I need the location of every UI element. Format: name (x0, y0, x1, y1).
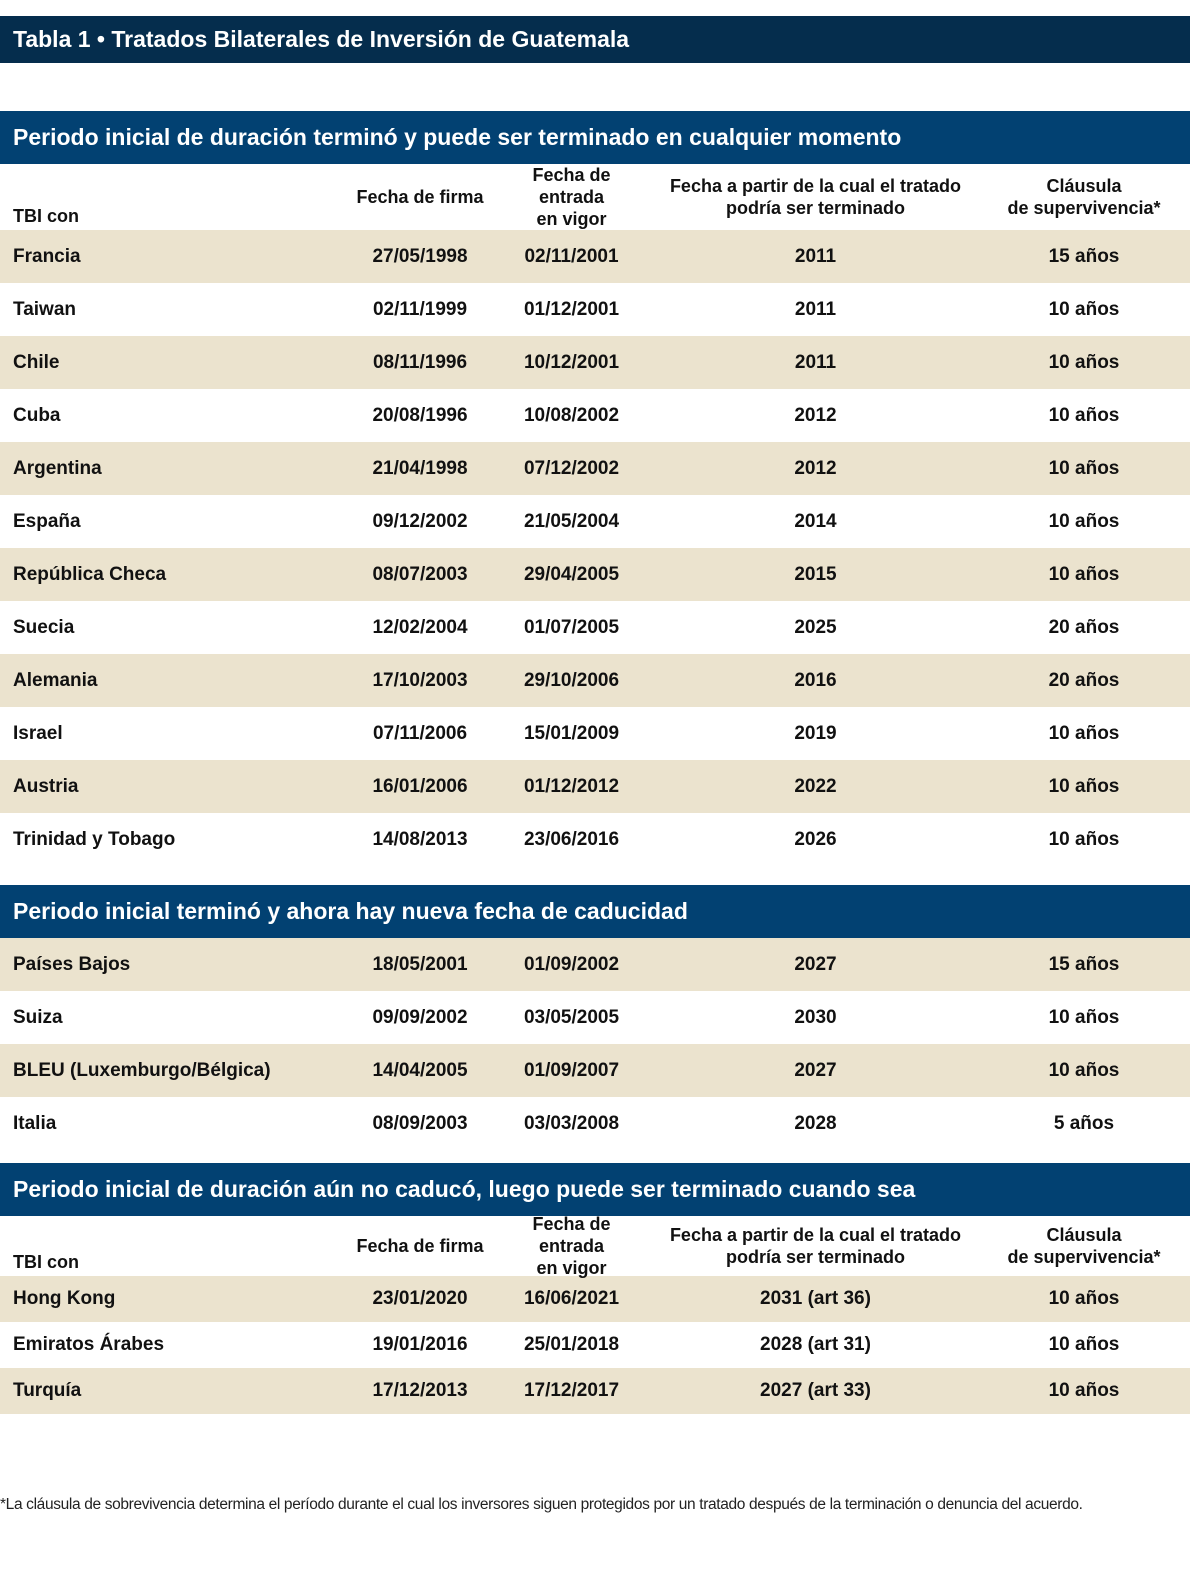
cell-vigor: 15/01/2009 (523, 722, 620, 744)
table-row (0, 707, 1190, 760)
cell-pais: Israel (13, 722, 63, 744)
cell-terminado: 2022 (794, 775, 837, 797)
footnote: *La cláusula de sobrevivencia determina el período durante el cual los inversores siguen protegidos por un tratado después de la terminación o denuncia del acuerdo. (0, 1496, 1083, 1513)
cell-clausula: 10 años (1048, 563, 1120, 585)
cell-terminado: 2011 (794, 298, 837, 320)
section-1 (0, 111, 1190, 866)
col-firma: Fecha de firma (356, 1236, 484, 1256)
cell-clausula: 5 años (1053, 1112, 1115, 1134)
cell-clausula: 10 años (1048, 828, 1120, 850)
cell-pais: Taiwan (13, 298, 76, 320)
table-row (0, 991, 1190, 1044)
table-row (0, 1097, 1190, 1150)
cell-clausula: 10 años (1048, 1380, 1120, 1401)
section-2 (0, 885, 1190, 1150)
table-row (0, 389, 1190, 442)
cell-vigor: 29/10/2006 (523, 669, 620, 691)
cell-firma: 09/09/2002 (372, 1006, 468, 1028)
cell-terminado: 2014 (794, 510, 837, 532)
cell-terminado: 2027 (794, 1059, 837, 1081)
cell-firma: 08/11/1996 (372, 351, 468, 373)
col-tbi: TBI con (13, 1252, 79, 1272)
cell-terminado: 2012 (794, 404, 837, 426)
cell-firma: 23/01/2020 (372, 1288, 468, 1309)
cell-pais: Suecia (13, 616, 75, 638)
cell-terminado: 2028 (art 31) (760, 1334, 871, 1355)
cell-pais: Argentina (13, 457, 102, 479)
cell-firma: 17/10/2003 (372, 669, 468, 691)
col-tbi: TBI con (13, 206, 79, 226)
cell-vigor: 16/06/2021 (523, 1288, 620, 1309)
section-heading: Periodo inicial de duración terminó y puede ser terminado en cualquier momento (0, 111, 1190, 164)
cell-vigor: 10/12/2001 (523, 351, 620, 373)
section-heading: Periodo inicial de duración aún no caducó, luego puede ser terminado cuando sea (0, 1163, 1190, 1216)
cell-vigor: 03/03/2008 (523, 1112, 620, 1134)
section-heading: Periodo inicial terminó y ahora hay nueva fecha de caducidad (0, 885, 1190, 938)
column-headers (0, 1216, 1190, 1276)
table-row (0, 1044, 1190, 1097)
cell-pais: Turquía (13, 1380, 82, 1401)
cell-vigor: 01/07/2005 (523, 616, 620, 638)
cell-pais: Cuba (13, 404, 61, 426)
col-clausula: Cláusula de supervivencia* (1007, 1225, 1161, 1267)
cell-terminado: 2031 (art 36) (760, 1288, 871, 1309)
cell-terminado: 2015 (794, 563, 837, 585)
cell-pais: Hong Kong (13, 1288, 116, 1309)
cell-firma: 09/12/2002 (372, 510, 468, 532)
cell-firma: 02/11/1999 (372, 298, 468, 320)
cell-firma: 18/05/2001 (372, 953, 468, 975)
cell-firma: 14/04/2005 (372, 1059, 468, 1081)
cell-clausula: 15 años (1048, 245, 1120, 267)
table-body (0, 1276, 1190, 1414)
cell-clausula: 20 años (1048, 669, 1120, 691)
col-vigor: Fecha de entrada en vigor (532, 165, 611, 229)
cell-firma: 07/11/2006 (372, 722, 468, 744)
cell-clausula: 10 años (1048, 722, 1120, 744)
cell-firma: 14/08/2013 (372, 828, 468, 850)
cell-firma: 20/08/1996 (372, 404, 468, 426)
cell-firma: 19/01/2016 (372, 1334, 468, 1355)
cell-terminado: 2028 (794, 1112, 837, 1134)
cell-pais: España (13, 510, 81, 532)
table-row (0, 230, 1190, 283)
cell-terminado: 2011 (794, 245, 837, 267)
table-row (0, 813, 1190, 866)
cell-pais: Italia (13, 1112, 57, 1134)
col-terminado: Fecha a partir de la cual el tratado podría ser terminado (669, 1225, 962, 1267)
cell-clausula: 10 años (1048, 404, 1120, 426)
col-terminado: Fecha a partir de la cual el tratado podría ser terminado (669, 176, 962, 218)
table-body (0, 938, 1190, 1150)
cell-clausula: 10 años (1048, 351, 1120, 373)
cell-vigor: 03/05/2005 (523, 1006, 620, 1028)
cell-vigor: 29/04/2005 (523, 563, 620, 585)
cell-pais: BLEU (Luxemburgo/Bélgica) (13, 1059, 271, 1081)
cell-vigor: 01/09/2002 (523, 953, 620, 975)
col-clausula: Cláusula de supervivencia* (1007, 176, 1161, 218)
table-row (0, 442, 1190, 495)
cell-terminado: 2016 (794, 669, 837, 691)
cell-terminado: 2019 (794, 722, 837, 744)
cell-vigor: 01/09/2007 (523, 1059, 620, 1081)
section-3 (0, 1163, 1190, 1414)
cell-firma: 27/05/1998 (372, 245, 468, 267)
table-row (0, 1368, 1190, 1414)
column-headers (0, 164, 1190, 230)
cell-terminado: 2027 (art 33) (760, 1380, 871, 1401)
cell-firma: 12/02/2004 (372, 616, 468, 638)
table-row (0, 1322, 1190, 1368)
table-row (0, 760, 1190, 813)
cell-terminado: 2026 (794, 828, 837, 850)
table-row (0, 601, 1190, 654)
cell-clausula: 10 años (1048, 457, 1120, 479)
table-title: Tabla 1 • Tratados Bilaterales de Inversión de Guatemala (0, 16, 1190, 63)
cell-terminado: 2012 (794, 457, 837, 479)
cell-vigor: 07/12/2002 (523, 457, 620, 479)
cell-pais: Países Bajos (13, 953, 131, 975)
cell-terminado: 2011 (794, 351, 837, 373)
cell-terminado: 2027 (794, 953, 837, 975)
cell-clausula: 10 años (1048, 1059, 1120, 1081)
col-firma: Fecha de firma (356, 187, 484, 207)
cell-vigor: 25/01/2018 (523, 1334, 620, 1355)
cell-firma: 17/12/2013 (372, 1380, 468, 1401)
cell-firma: 08/07/2003 (372, 563, 468, 585)
cell-vigor: 17/12/2017 (523, 1380, 620, 1401)
table-row (0, 548, 1190, 601)
table-row (0, 938, 1190, 991)
cell-terminado: 2030 (794, 1006, 837, 1028)
cell-terminado: 2025 (794, 616, 837, 638)
table-row (0, 654, 1190, 707)
cell-clausula: 15 años (1048, 953, 1120, 975)
cell-clausula: 10 años (1048, 1006, 1120, 1028)
table-row (0, 1276, 1190, 1322)
cell-firma: 16/01/2006 (372, 775, 468, 797)
cell-vigor: 21/05/2004 (523, 510, 620, 532)
table-row (0, 283, 1190, 336)
cell-clausula: 20 años (1048, 616, 1120, 638)
cell-pais: Alemania (13, 669, 98, 691)
cell-firma: 21/04/1998 (372, 457, 468, 479)
cell-vigor: 10/08/2002 (523, 404, 620, 426)
cell-clausula: 10 años (1048, 510, 1120, 532)
table-row (0, 495, 1190, 548)
cell-clausula: 10 años (1048, 298, 1120, 320)
col-vigor: Fecha de entrada en vigor (532, 1214, 611, 1278)
cell-pais: Francia (13, 245, 81, 267)
cell-pais: Emiratos Árabes (13, 1334, 165, 1355)
cell-pais: República Checa (13, 563, 167, 585)
cell-clausula: 10 años (1048, 1334, 1120, 1355)
cell-vigor: 01/12/2012 (523, 775, 620, 797)
cell-pais: Trinidad y Tobago (13, 828, 176, 850)
cell-vigor: 02/11/2001 (524, 245, 619, 267)
cell-pais: Suiza (13, 1006, 63, 1028)
cell-clausula: 10 años (1048, 775, 1120, 797)
cell-pais: Chile (13, 351, 60, 373)
table-row (0, 336, 1190, 389)
cell-firma: 08/09/2003 (372, 1112, 468, 1134)
cell-vigor: 01/12/2001 (523, 298, 620, 320)
table-body (0, 230, 1190, 866)
cell-pais: Austria (13, 775, 79, 797)
cell-vigor: 23/06/2016 (523, 828, 620, 850)
cell-clausula: 10 años (1048, 1288, 1120, 1309)
